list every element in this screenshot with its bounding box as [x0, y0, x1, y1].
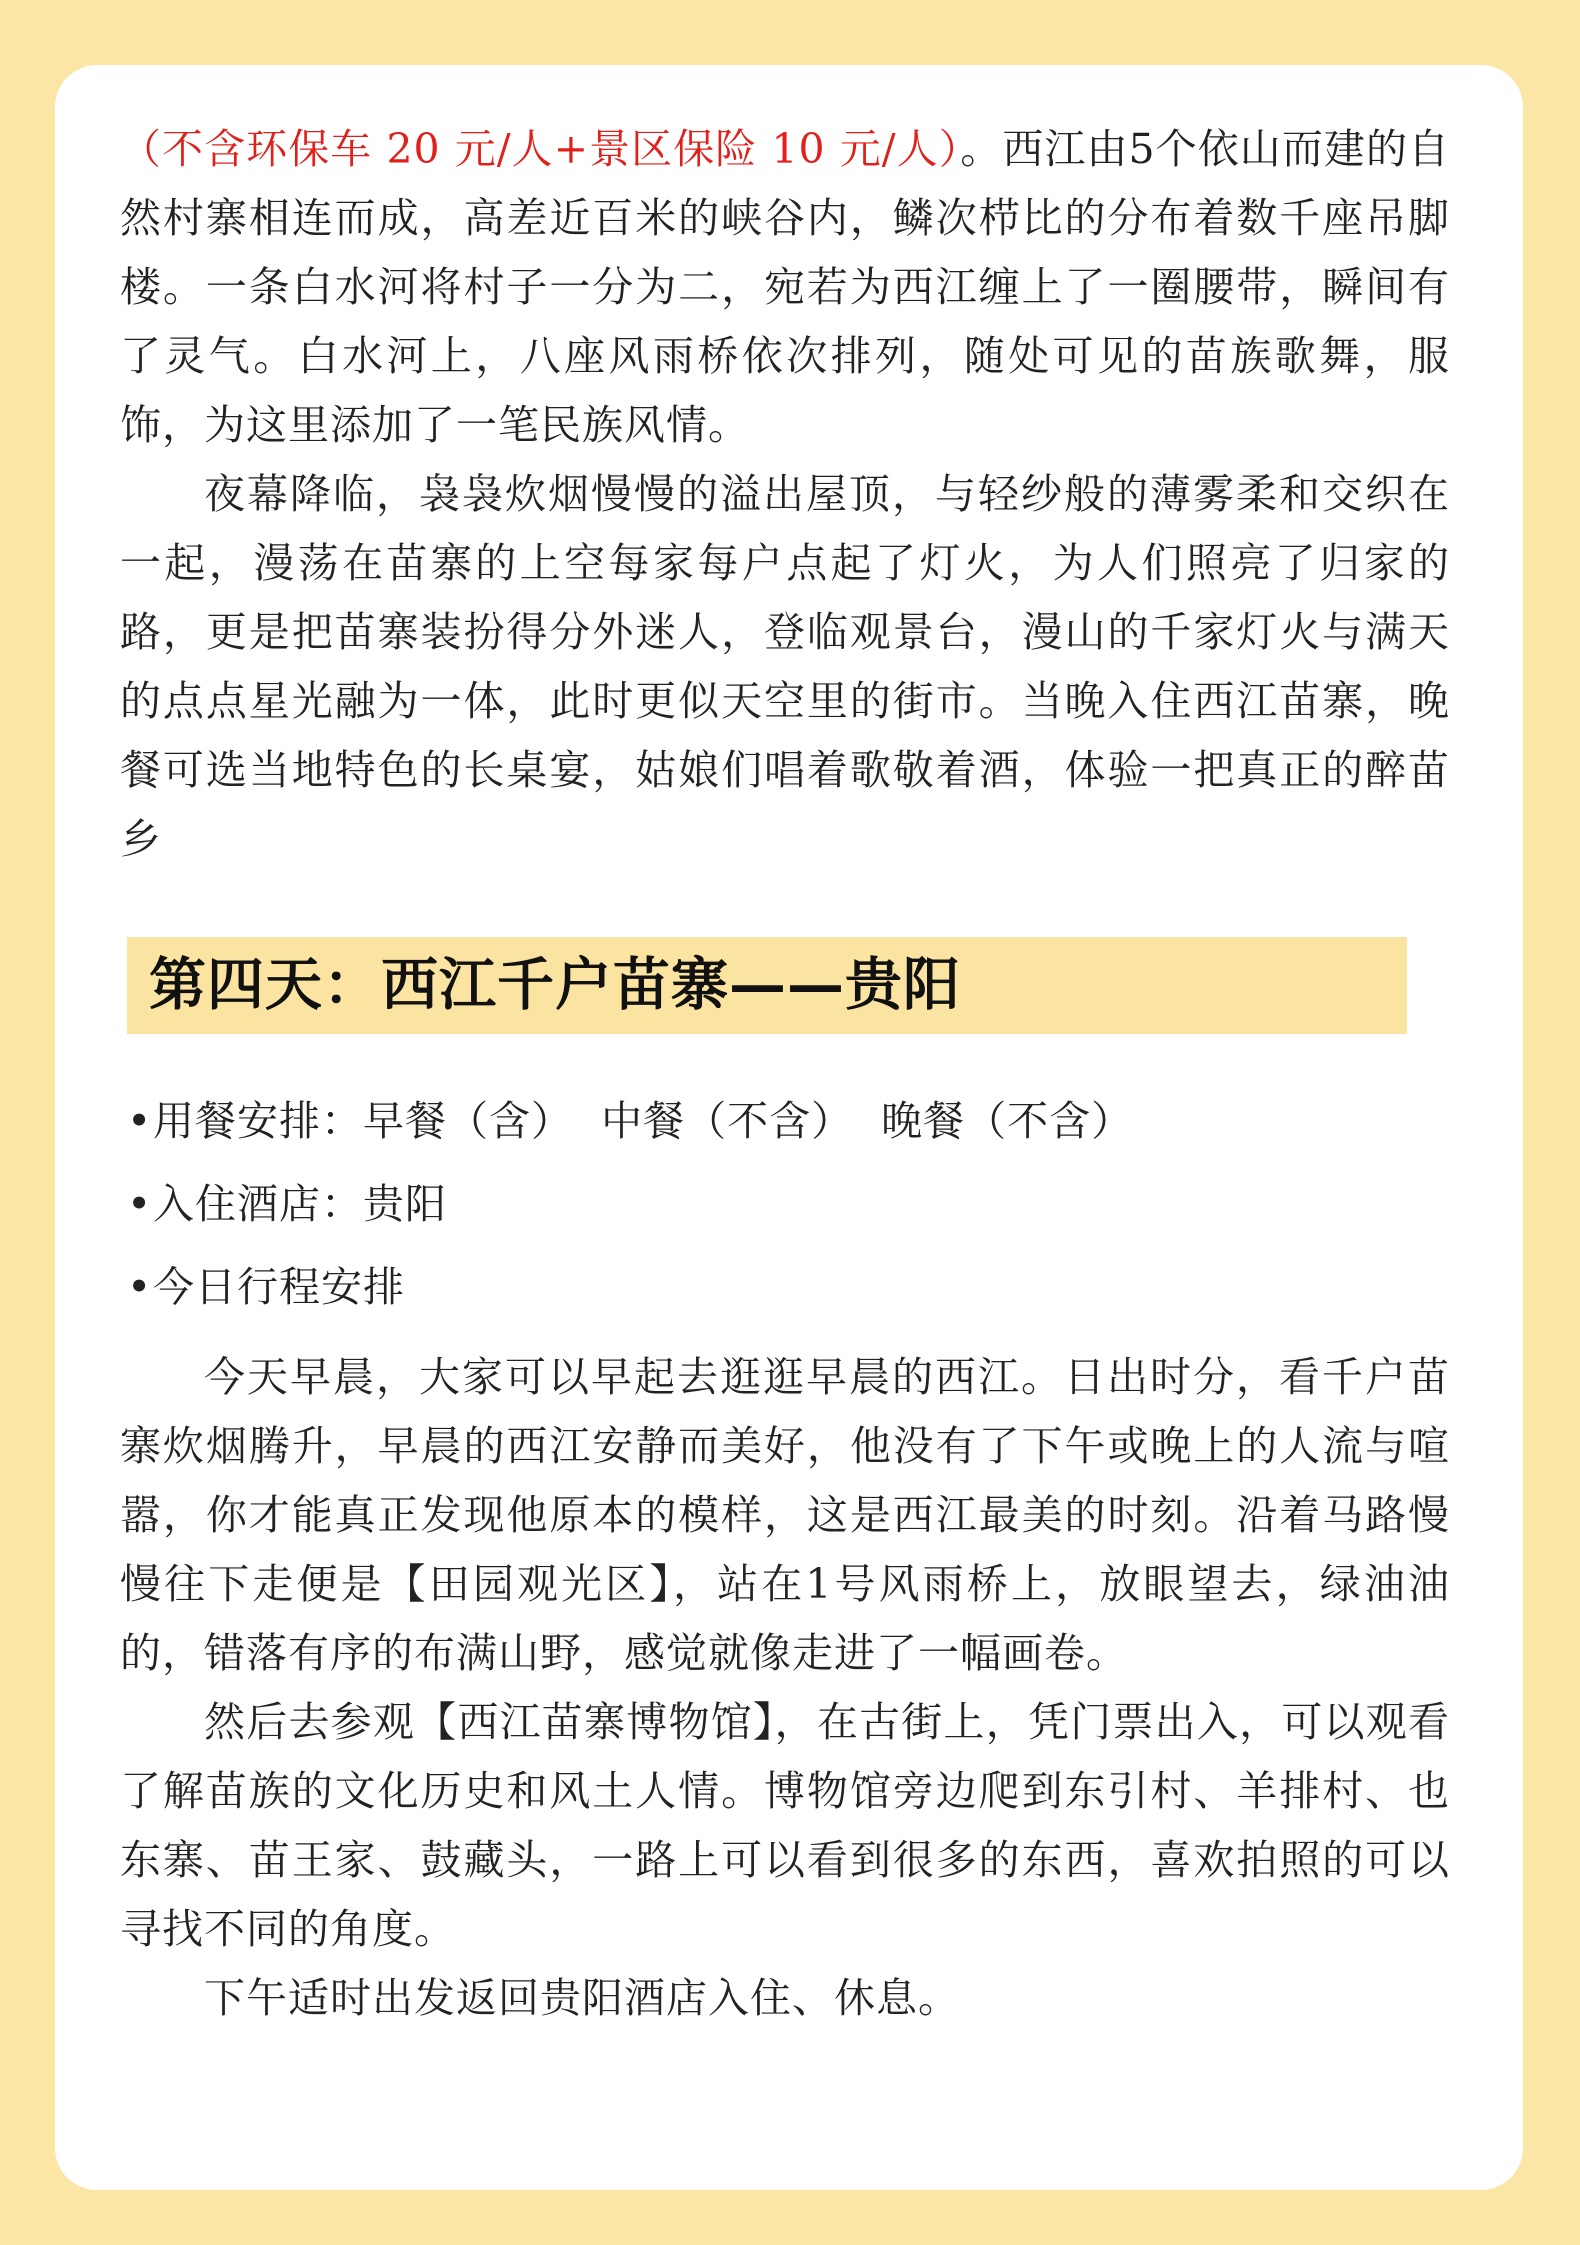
section-day4-body: [120, 1343, 1450, 2033]
paragraph-xijiang-intro: [120, 115, 1450, 460]
meals-text: 用餐安排：早餐（含） 中餐（不含） 晚餐（不含）: [153, 1097, 1134, 1145]
price-note: （不含环保车 20 元/人+景区保险 10 元/人）: [120, 125, 961, 173]
bullet-icon: •: [127, 1263, 153, 1311]
section-intro: [120, 115, 1450, 874]
paragraph-afternoon: 下午适时出发返回贵阳酒店入住、休息。: [204, 1974, 960, 2022]
itinerary-heading: 今日行程安排: [153, 1263, 405, 1311]
list-item-meals: [127, 1080, 1427, 1163]
paragraph-museum: 然后去参观【西江苗寨博物馆】，在古街上，凭门票出入，可以观看了解苗族的文化历史和风土人情。博物馆旁边爬到东引村、羊排村、也东寨、苗王家、鼓藏头，一路上可以看到很多的东西，喜欢拍照的可以寻找不同的角度。: [120, 1698, 1450, 1953]
hotel-text: 入住酒店：贵阳: [153, 1180, 447, 1228]
day-title: 第四天：西江千户苗寨——贵阳: [149, 951, 961, 1018]
paragraph-text: 。西江由5个依山而建的自然村寨相连而成，高差近百米的峡谷内，鳞次栉比的分布着数千座吊脚楼。一条白水河将村子一分为二，宛若为西江缠上了一圈腰带，瞬间有了灵气。白水河上，八座风雨桥依次排列，随处可见的苗族歌舞，服饰，为这里添加了一笔民族风情。: [120, 125, 1451, 449]
list-item-hotel: [127, 1163, 1427, 1246]
bullet-icon: •: [127, 1180, 153, 1228]
day-heading-banner: [127, 937, 1407, 1034]
paragraph-night-scene: 夜幕降临，袅袅炊烟慢慢的溢出屋顶，与轻纱般的薄雾柔和交织在一起，漫荡在苗寨的上空每家每户点起了灯火，为人们照亮了归家的路，更是把苗寨装扮得分外迷人，登临观景台，漫山的千家灯火与满天的点点星光融为一体，此时更似天空里的街市。当晚入住西江苗寨，晚餐可选当地特色的长桌宴，姑娘们唱着歌敬着酒，体验一把真正的醉苗乡: [120, 470, 1450, 863]
bullet-icon: •: [127, 1097, 153, 1145]
day-info-list: [127, 1080, 1427, 1329]
list-item-itinerary: [127, 1246, 1427, 1329]
paragraph-morning: 今天早晨，大家可以早起去逛逛早晨的西江。日出时分，看千户苗寨炊烟腾升，早晨的西江安静而美好，他没有了下午或晚上的人流与喧嚣，你才能真正发现他原本的模样，这是西江最美的时刻。沿着马路慢慢往下走便是【田园观光区】，站在1号风雨桥上，放眼望去，绿油油的，错落有序的布满山野，感觉就像走进了一幅画卷。: [120, 1353, 1450, 1677]
